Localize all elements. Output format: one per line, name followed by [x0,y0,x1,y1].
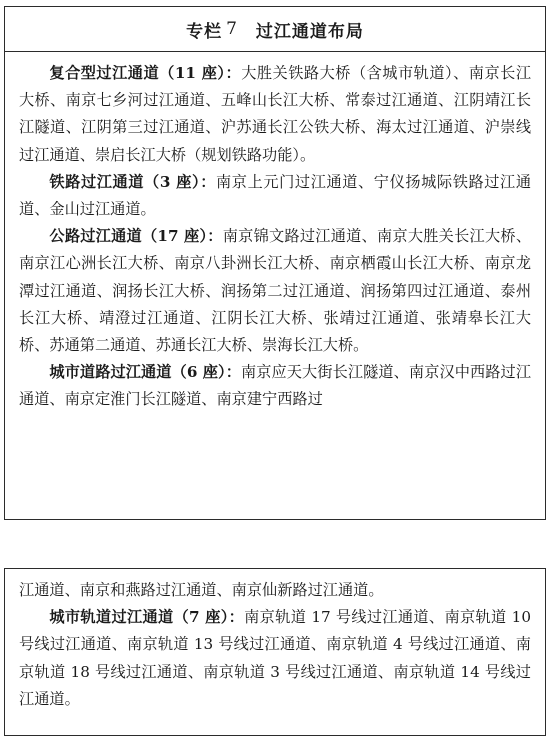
section-text: 大胜关铁路大桥（含城市轨道）、南京长江大桥、南京七乡河过江通道、五峰山长江大桥、常泰过江通道、江阴靖江长江隧道、江阴第三过江通道、沪苏通长江公铁大桥、海太过江通道、沪崇线过江通道、崇启长江大桥（规划铁路功能）。 [19,64,532,164]
section-urban-road-continued [19,577,531,604]
section-highway [19,223,531,359]
section-text: 南京锦文路过江通道、南京大胜关长江大桥、南京江心洲长江大桥、南京八卦洲长江大桥、南京栖霞山长江大桥、南京龙潭过江通道、润扬长江大桥、润扬第二过江通道、润扬第四过江通道、泰州长江大桥、靖澄过江通道、江阴长江大桥、张靖过江通道、张靖皋长江大桥、苏通第二通道、苏通长江大桥、崇海长江大桥。 [19,227,532,355]
section-urban-rail [19,604,531,713]
section-heading: 城市轨道过江通道（7 座）： [49,608,245,627]
section-heading: 公路过江通道（17 座）： [49,227,223,246]
section-text: 南京应天大街长江隧道、南京汉中西路过江通道、南京定淮门长江隧道、南京建宁西路过 [19,363,532,409]
section-heading: 复合型过江通道（11 座）： [49,64,242,82]
box-label: 专栏 [186,21,223,42]
box-title: 过江通道布局 [255,21,364,42]
box-content [5,52,545,414]
box-number: 7 [226,19,238,39]
section-composite [19,60,531,169]
section-railway [19,169,531,223]
section-heading: 城市道路过江通道（6 座）： [49,363,241,382]
section-text: 南京上元门过江通道、宁仪扬城际铁路过江通道、金山过江通道。 [19,172,532,219]
box-header [5,7,545,52]
section-text: 南京轨道 17 号线过江通道、南京轨道 10 号线过江通道、南京轨道 13 号线过江通道、南京轨道 4 号线过江通道、南京轨道 18 号线过江通道、南京轨道 3 号线过江通道、南京轨道 14 号线过江通道。 [19,608,531,708]
box-content-continued [5,569,545,713]
section-heading: 铁路过江通道（3 座）： [49,172,217,191]
feature-box-top [4,6,546,520]
section-text: 江通道、南京和燕路过江通道、南京仙新路过江通道。 [19,581,384,599]
feature-box-bottom [4,568,546,736]
section-urban-road [19,359,531,413]
